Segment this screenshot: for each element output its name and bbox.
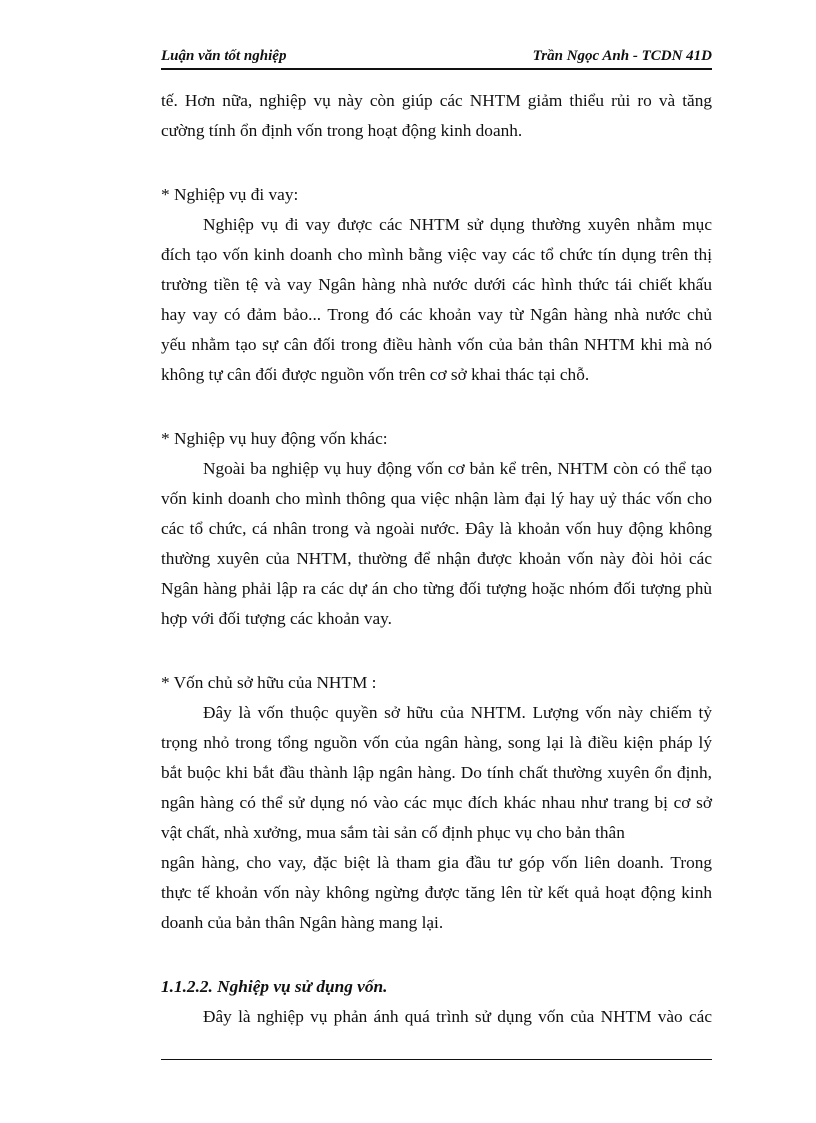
- text-line: bắt buộc khi bắt đầu thành lập ngân hàng. Do tính chất thường xuyên ổn định,: [161, 763, 712, 782]
- header-thesis-label: Luận văn tốt nghiệp: [161, 48, 287, 64]
- section-heading: 1.1.2.2. Nghiệp vụ sử dụng vốn.: [161, 977, 388, 996]
- section-label: * Nghiệp vụ huy động vốn khác:: [161, 429, 388, 448]
- page-header: [161, 44, 712, 70]
- text-line: cường tính ổn định vốn trong hoạt động kinh doanh.: [161, 121, 523, 140]
- text-line: trọng nhỏ trong tổng nguồn vốn của ngân hàng, song lại là điều kiện pháp lý: [161, 733, 712, 752]
- text-line: Đây là vốn thuộc quyền sở hữu của NHTM. Lượng vốn này chiếm tỷ: [203, 703, 712, 722]
- text-line: Ngoài ba nghiệp vụ huy động vốn cơ bản kể trên, NHTM còn có thể tạo: [203, 459, 712, 478]
- text-line: yếu nhằm tạo sự cân đối trong điều hành vốn của bản thân NHTM khi mà nó: [161, 335, 712, 354]
- text-line: doanh của bản thân Ngân hàng mang lại.: [161, 913, 444, 932]
- header-author-class: Trần Ngọc Anh - TCDN 41D: [532, 48, 712, 64]
- text-line: không tự cân đối được nguồn vốn trên cơ sở khai thác tại chỗ.: [161, 365, 590, 384]
- text-line: Đây là nghiệp vụ phản ánh quá trình sử dụng vốn của NHTM vào các: [203, 1007, 712, 1026]
- document-body: [161, 86, 712, 1032]
- paragraph-gap: [161, 938, 712, 972]
- section-label: * Nghiệp vụ đi vay:: [161, 185, 299, 204]
- text-line: vốn kinh doanh cho mình thông qua việc nhận làm đại lý hay uỷ thác vốn cho: [161, 489, 712, 508]
- text-line: ngân hàng có thể sử dụng nó vào các mục đích khác nhau như trang bị cơ sở: [161, 793, 712, 812]
- text-line: hợp với đối tượng các khoản vay.: [161, 609, 392, 628]
- text-line: vật chất, nhà xưởng, mua sắm tài sản cố định phục vụ cho bản thân: [161, 823, 625, 842]
- paragraph-gap: [161, 146, 712, 180]
- header-rule: [161, 68, 712, 70]
- text-line: tế. Hơn nữa, nghiệp vụ này còn giúp các NHTM giảm thiểu rủi ro và tăng: [161, 91, 712, 110]
- paragraph-gap: [161, 390, 712, 424]
- text-line: đích tạo vốn kinh doanh cho mình bằng việc vay các tổ chức tín dụng trên thị: [161, 245, 712, 264]
- footer-rule: [161, 1059, 712, 1060]
- text-line: hay vay có đảm bảo... Trong đó các khoản vay từ Ngân hàng nhà nước chủ: [161, 305, 712, 324]
- text-line: Nghiệp vụ đi vay được các NHTM sử dụng thường xuyên nhằm mục: [203, 215, 712, 234]
- paragraph-gap: [161, 634, 712, 668]
- text-line: ngân hàng, cho vay, đặc biệt là tham gia đầu tư góp vốn liên doanh. Trong: [161, 853, 712, 872]
- text-line: thực tế khoản vốn này không ngừng được tăng lên từ kết quả hoạt động kinh: [161, 883, 712, 902]
- text-line: trường tiền tệ và vay Ngân hàng nhà nước dưới các hình thức tái chiết khấu: [161, 275, 712, 294]
- section-label: * Vốn chủ sở hữu của NHTM :: [161, 673, 377, 692]
- text-line: Ngân hàng phải lập ra các dự án cho từng đối tượng hoặc nhóm đối tượng phù: [161, 579, 712, 598]
- text-line: thường xuyên của NHTM, thường để nhận được khoản vốn này đòi hỏi các: [161, 549, 712, 568]
- text-line: các tổ chức, cá nhân trong và ngoài nước. Đây là khoản vốn huy động không: [161, 519, 712, 538]
